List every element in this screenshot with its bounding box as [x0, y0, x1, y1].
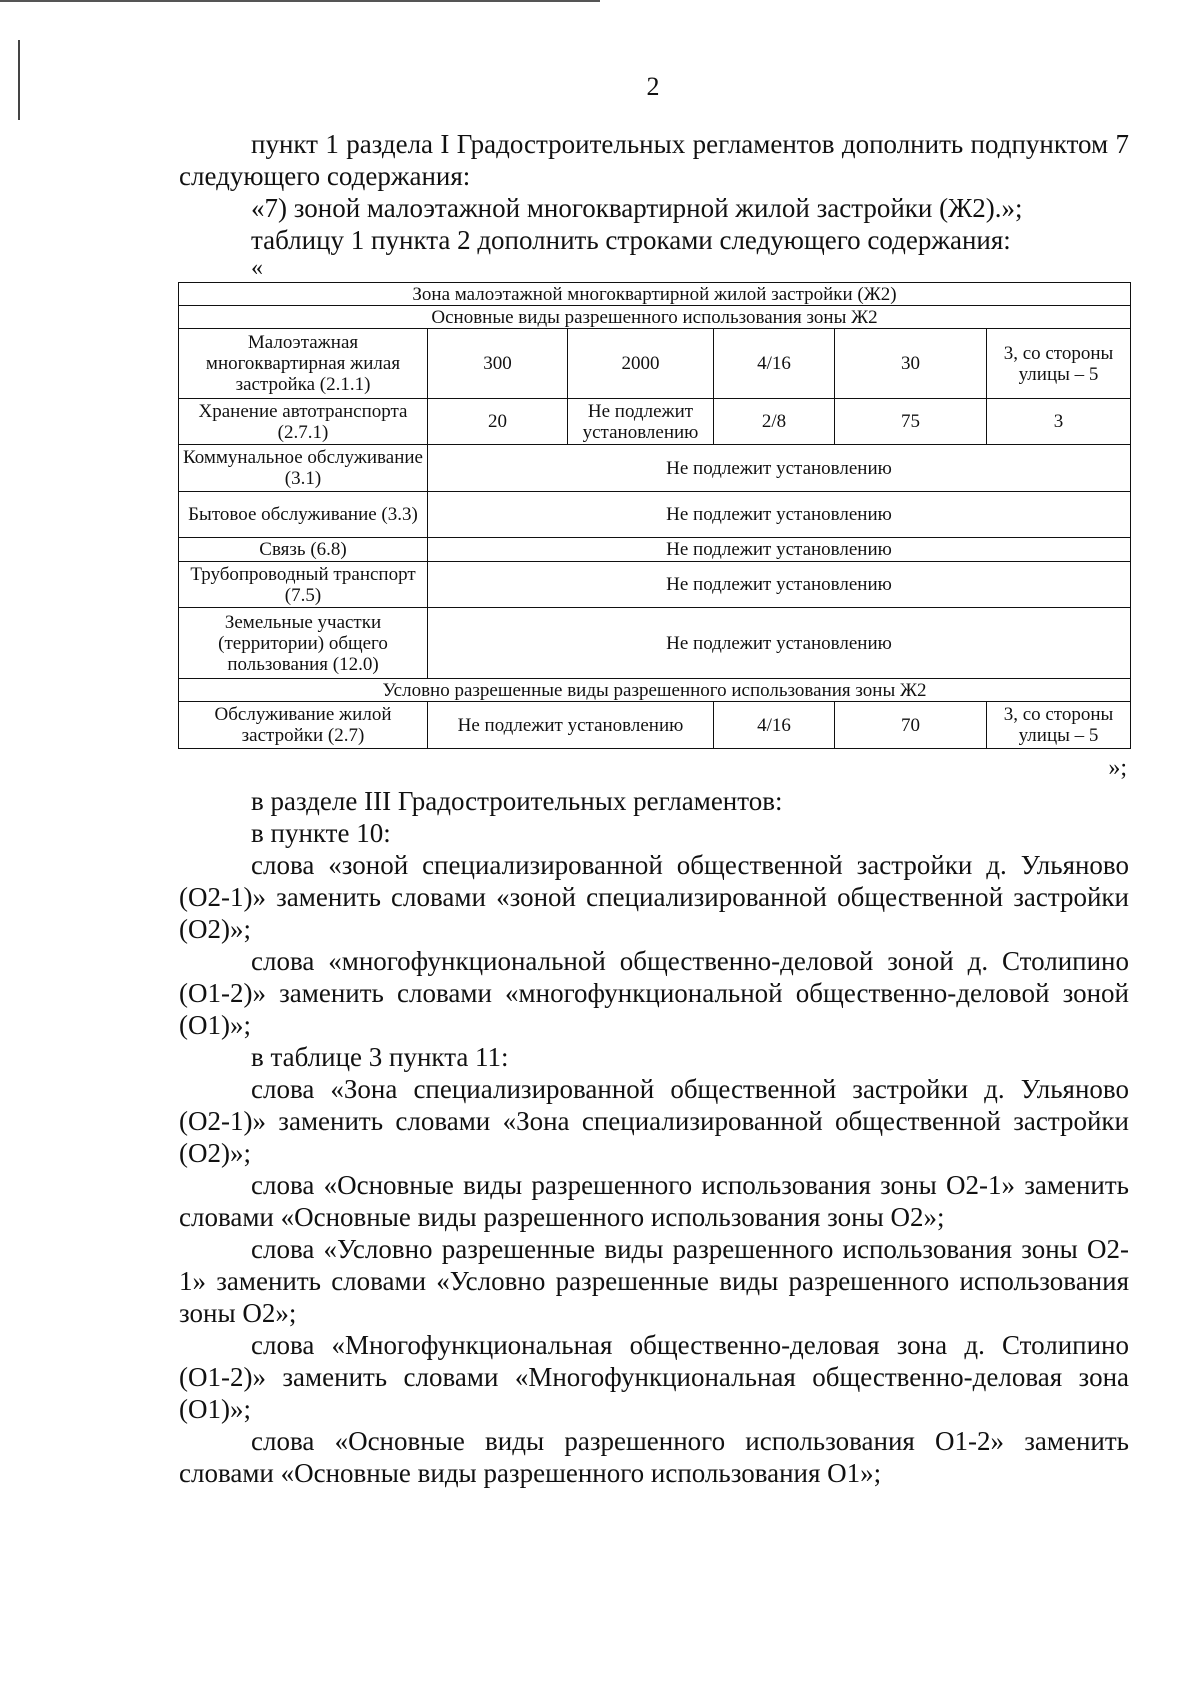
intro-paragraph-2: «7) зоной малоэтажной многоквартирной жилой застройки (Ж2).»;: [251, 193, 1023, 223]
zone-table: [178, 282, 1131, 749]
row-name-cell: Связь (6.8): [179, 538, 428, 562]
row-name-cell: Хранение автотранспорта (2.7.1): [179, 399, 428, 445]
main-section-cell: Основные виды разрешенного использования зоны Ж2: [179, 306, 1131, 329]
value-cell: 2000: [568, 329, 714, 399]
row-name-cell: Бытовое обслуживание (3.3): [179, 492, 428, 538]
table-row: [179, 608, 1131, 679]
merged-value-cell: Не подлежит установлению: [428, 492, 1131, 538]
row-name-cell: Малоэтажная многоквартирная жилая застройка (2.1.1): [179, 329, 428, 399]
value-cell: 2/8: [714, 399, 835, 445]
scan-edge-line: [0, 0, 600, 2]
value-cell: 30: [835, 329, 987, 399]
value-cell: 300: [428, 329, 568, 399]
merged-value-cell: Не подлежит установлению: [428, 445, 1131, 492]
body-paragraph-5: в таблице 3 пункта 11:: [251, 1042, 509, 1072]
value-cell: 3, со стороны улицы – 5: [987, 329, 1131, 399]
value-cell: 3: [987, 399, 1131, 445]
row-name-cell: Земельные участки (территории) общего пользования (12.0): [179, 608, 428, 679]
table-row: [179, 492, 1131, 538]
intro-paragraph-1: пункт 1 раздела I Градостроительных регламентов дополнить подпунктом 7 следующего содержания:: [179, 129, 1129, 191]
table-row: [179, 399, 1131, 445]
table-row: [179, 329, 1131, 399]
body-paragraph-10: слова «Основные виды разрешенного использования О1-2» заменить словами «Основные виды разрешенного использования О1»;: [179, 1426, 1129, 1488]
value-cell: 3, со стороны улицы – 5: [987, 702, 1131, 749]
table-row: [179, 702, 1131, 749]
table-row: [179, 445, 1131, 492]
value-cell: Не подлежит установлению: [568, 399, 714, 445]
body-paragraph-6: слова «Зона специализированной общественной застройки д. Ульяново (О2-1)» заменить словами «Зона специализированной общественной застройки (О2)»;: [179, 1074, 1129, 1168]
row-name-cell: Коммунальное обслуживание (3.1): [179, 445, 428, 492]
merged-value-cell: Не подлежит установлению: [428, 562, 1131, 608]
row-name-cell: Обслуживание жилой застройки (2.7): [179, 702, 428, 749]
table-row: [179, 538, 1131, 562]
body-paragraph-8: слова «Условно разрешенные виды разрешенного использования зоны О2-1» заменить словами «Условно разрешенные виды разрешенного использования зоны О2»;: [179, 1234, 1129, 1328]
value-cell: 70: [835, 702, 987, 749]
table-quote-close: »;: [1108, 755, 1127, 781]
row-name-cell: Трубопроводный транспорт (7.5): [179, 562, 428, 608]
merged-value-cell: Не подлежит установлению: [428, 702, 714, 749]
value-cell: 75: [835, 399, 987, 445]
merged-value-cell: Не подлежит установлению: [428, 608, 1131, 679]
intro-paragraph-3: таблицу 1 пункта 2 дополнить строками следующего содержания:: [251, 225, 1011, 255]
table-quote-open: «: [251, 255, 263, 281]
value-cell: 4/16: [714, 702, 835, 749]
document-content: [179, 128, 1129, 1489]
zone-title-cell: Зона малоэтажной многоквартирной жилой застройки (Ж2): [179, 283, 1131, 306]
value-cell: 4/16: [714, 329, 835, 399]
body-paragraph-2: в пункте 10:: [251, 818, 391, 848]
body-paragraph-4: слова «многофункциональной общественно-деловой зоной д. Столипино (О1-2)» заменить словами «многофункциональной общественно-деловой зоной (О1)»;: [179, 946, 1129, 1040]
body-paragraph-3: слова «зоной специализированной общественной застройки д. Ульяново (О2-1)» заменить словами «зоной специализированной общественной застройки (О2)»;: [179, 850, 1129, 944]
body-paragraph-9: слова «Многофункциональная общественно-деловая зона д. Столипино (О1-2)» заменить словами «Многофункциональная общественно-деловая зона (О1)»;: [179, 1330, 1129, 1424]
value-cell: 20: [428, 399, 568, 445]
page-number: 2: [646, 72, 660, 101]
body-paragraph-1: в разделе III Градостроительных регламентов:: [251, 786, 783, 816]
conditional-section-cell: Условно разрешенные виды разрешенного использования зоны Ж2: [179, 679, 1131, 702]
body-paragraph-7: слова «Основные виды разрешенного использования зоны О2-1» заменить словами «Основные виды разрешенного использования зоны О2»;: [179, 1170, 1129, 1232]
table-row: [179, 562, 1131, 608]
merged-value-cell: Не подлежит установлению: [428, 538, 1131, 562]
